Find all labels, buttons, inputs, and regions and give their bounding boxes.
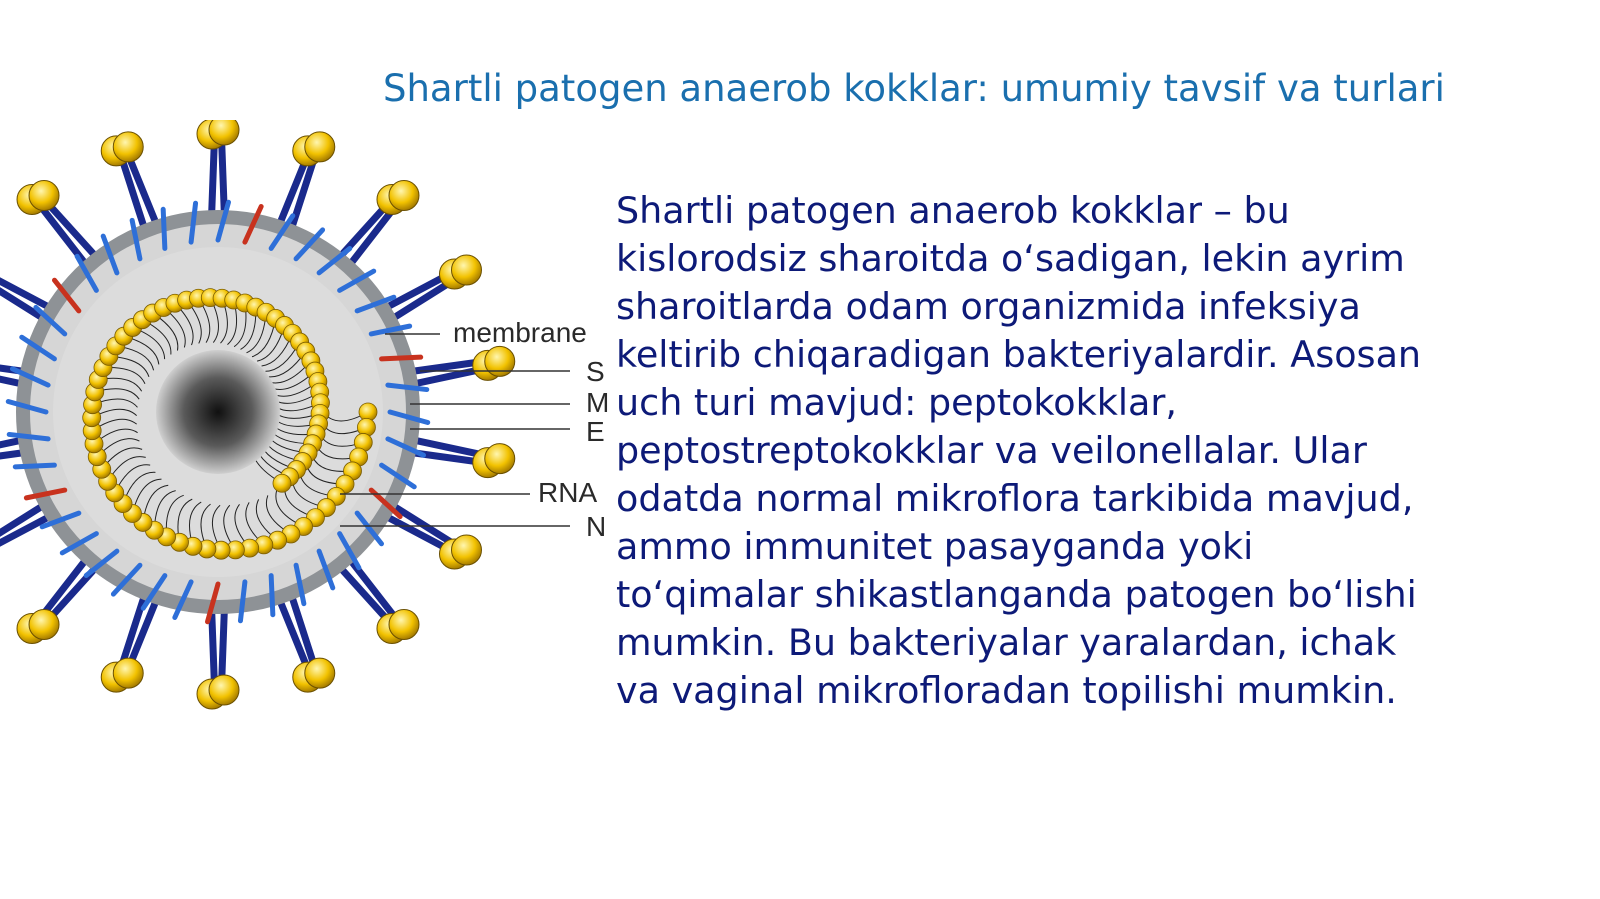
label-rna: RNA: [538, 477, 598, 508]
n-protein: [273, 474, 291, 492]
spike-protein: [404, 438, 515, 477]
spike-protein: [197, 602, 239, 709]
spike-protein: [404, 346, 515, 385]
label-m: M: [586, 387, 610, 418]
slide-title: Shartli patogen anaerob kokklar: umumiy tavsif va turlari: [383, 67, 1445, 110]
label-e: E: [586, 416, 605, 447]
label-membrane: membrane: [453, 317, 587, 348]
spike-protein: [379, 255, 481, 323]
m-protein: [15, 465, 54, 467]
label-s: S: [586, 356, 605, 387]
e-protein: [382, 357, 421, 359]
virus-core: [156, 350, 280, 474]
label-n: N: [586, 511, 607, 542]
spike-protein: [277, 132, 335, 236]
m-protein: [163, 209, 165, 248]
spike-protein: [101, 588, 159, 692]
m-protein: [271, 576, 273, 615]
coronavirus-diagram: [0, 120, 620, 720]
slide-body-text: Shartli patogen anaerob kokklar – bu kislorodsiz sharoitda o‘sadigan, lekin ayrim sharoitlarda odam organizmida infeksiya keltirib chiqaradigan bakteriyalardir. Asosan uch turi mavjud: peptokokklar, peptostreptokokklar va veilonellalar. Ular odatda normal mikroflora tarkibida mavjud, ammo immunitet pasayganda yoki to‘qimalar shikastlanganda patogen bo‘lishi mumkin. Bu bakteriyalar yaralardan, ichak va vaginal mikrofloradan topilishi mumkin.: [616, 189, 1422, 712]
spike-protein: [197, 120, 239, 222]
